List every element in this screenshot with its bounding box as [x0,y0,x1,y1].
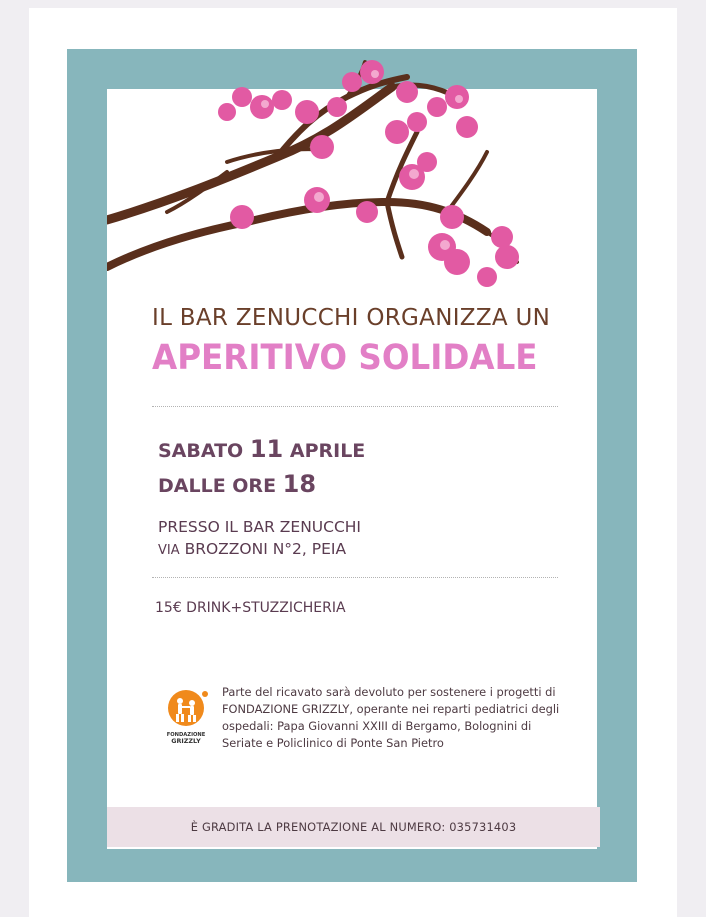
address-text: BROZZONI N°2, PEIA [184,540,347,558]
date-month: APRILE [289,440,366,462]
logo-line2: GRIZZLY [171,737,201,745]
time-prefix: DALLE ORE [158,475,277,497]
event-price: 15€ DRINK+STUZZICHERIA [155,600,346,616]
logo-line1: FONDAZIONE [166,732,206,738]
venue-name: PRESSO IL BAR ZENUCCHI [158,518,362,536]
booking-note: È GRADITA LA PRENOTAZIONE AL NUMERO: 035731403 [190,820,517,834]
cherry-blossom-branch-icon [107,52,532,302]
booking-banner [107,807,600,847]
event-date [158,435,365,463]
time-hour: 18 [282,470,317,498]
fondazione-grizzly-logo-icon [165,688,211,748]
event-time [158,470,316,498]
divider-bottom [152,577,558,578]
divider-top [152,406,558,407]
address-prefix: VIA [158,543,180,558]
date-prefix: SABATO [158,440,244,462]
organizer-heading: IL BAR ZENUCCHI ORGANIZZA UN [152,305,551,331]
charity-description: Parte del ricavato sarà devoluto per sostenere i progetti di FONDAZIONE GRIZZLY, operante nei reparti pediatrici degli ospedali: Papa Giovanni XXIII di Bergamo, Bolognini di Seriate e Policlinico di Ponte San Pietro [222,685,560,750]
date-day: 11 [249,435,284,463]
event-title: APERITIVO SOLIDALE [152,338,538,378]
venue-address [158,538,361,562]
event-location [158,516,361,562]
